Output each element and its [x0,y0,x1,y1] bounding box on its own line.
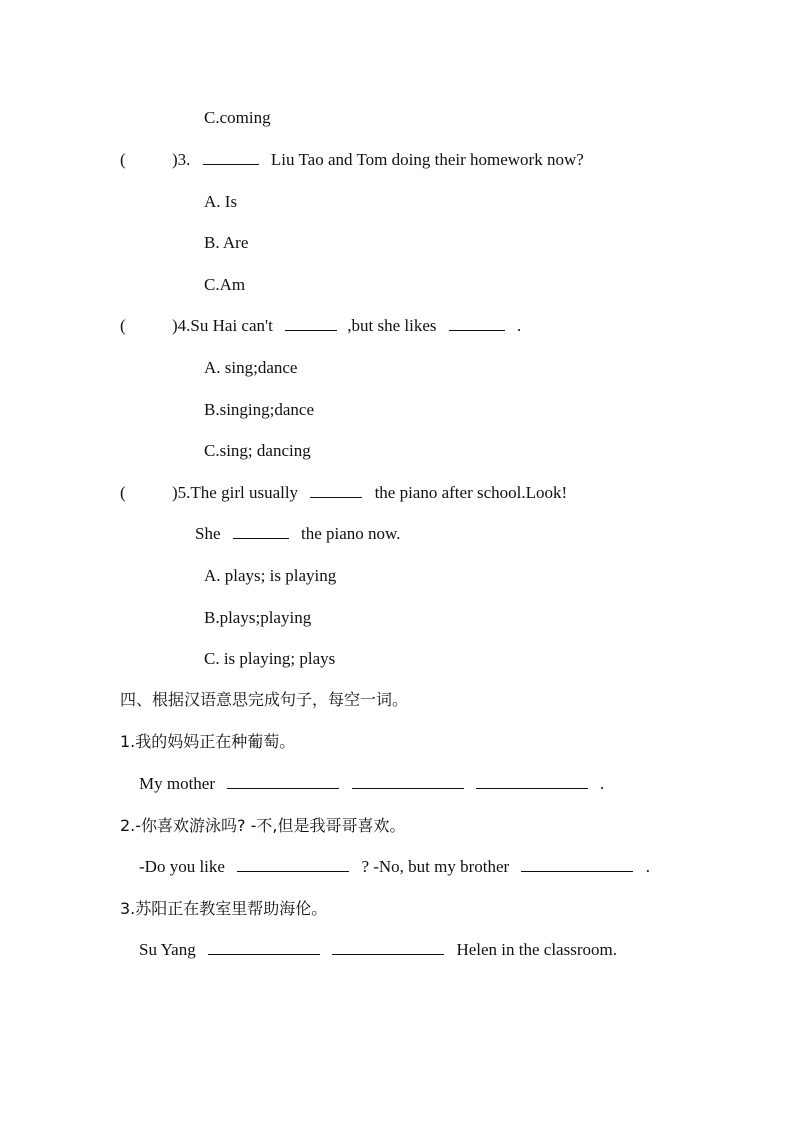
q4-option-a: A. sing;dance [204,358,298,377]
q5-number: )5.The girl usually [172,483,299,502]
s1-pre: My mother [139,774,216,793]
q3-text: Liu Tao and Tom doing their homework now? [270,150,584,169]
q4-number: )4.Su Hai can't [172,316,273,335]
q5-option-c: C. is playing; plays [204,649,336,668]
s1-blank-3 [476,774,588,789]
q4-blank-1 [285,316,337,331]
s2-end: . [645,857,650,876]
sentence-2-chinese: 2.-你喜欢游泳吗? -不,但是我哥哥喜欢。 [120,816,406,835]
q3-blank [203,150,259,165]
s3-blank-1 [208,940,320,955]
q4-answer-paren: ( [120,316,126,335]
q3-option-b: B. Are [204,233,249,252]
sentence-3-chinese: 3.苏阳正在教室里帮助海伦。 [120,899,328,918]
s2-mid: ? -No, but my brother [361,857,510,876]
s1-blank-1 [227,774,339,789]
q5-stem [172,483,567,503]
q3-option-c: C.Am [204,275,246,294]
q5-blank-1 [310,483,362,498]
s2-blank-2 [521,857,633,872]
q5-option-a: A. plays; is playing [204,566,337,585]
q5-line2-pre: She [195,524,221,543]
sentence-1-english [139,774,604,794]
q2-option-c: C.coming [204,108,271,127]
q5-blank-2 [233,524,289,539]
sentence-1-chinese: 1.我的妈妈正在种葡萄。 [120,732,296,751]
s3-blank-2 [332,940,444,955]
q4-mid: ,but she likes [347,316,437,335]
s2-pre: -Do you like [139,857,225,876]
q4-stem [172,316,521,336]
q3-number: )3. [172,150,191,169]
s2-blank-1 [237,857,349,872]
q4-option-b: B.singing;dance [204,400,315,419]
q3-option-a: A. Is [204,192,238,211]
section-4-heading: 四、根据汉语意思完成句子，每空一词。 [120,690,409,709]
sentence-3-english [139,940,617,960]
sentence-2-english [139,857,650,877]
q4-end: . [517,316,522,335]
s1-end: . [600,774,605,793]
q3-answer-paren: ( [120,150,126,169]
q4-blank-2 [449,316,505,331]
q5-text: the piano after school.Look! [374,483,568,502]
s3-post: Helen in the classroom. [456,940,617,959]
q4-option-c: C.sing; dancing [204,441,311,460]
q5-line2-post: the piano now. [301,524,401,543]
q3-stem [172,150,584,170]
s1-blank-2 [352,774,464,789]
q5-line-2 [195,524,400,544]
q5-option-b: B.plays;playing [204,608,312,627]
s3-pre: Su Yang [139,940,196,959]
q5-answer-paren: ( [120,483,126,502]
